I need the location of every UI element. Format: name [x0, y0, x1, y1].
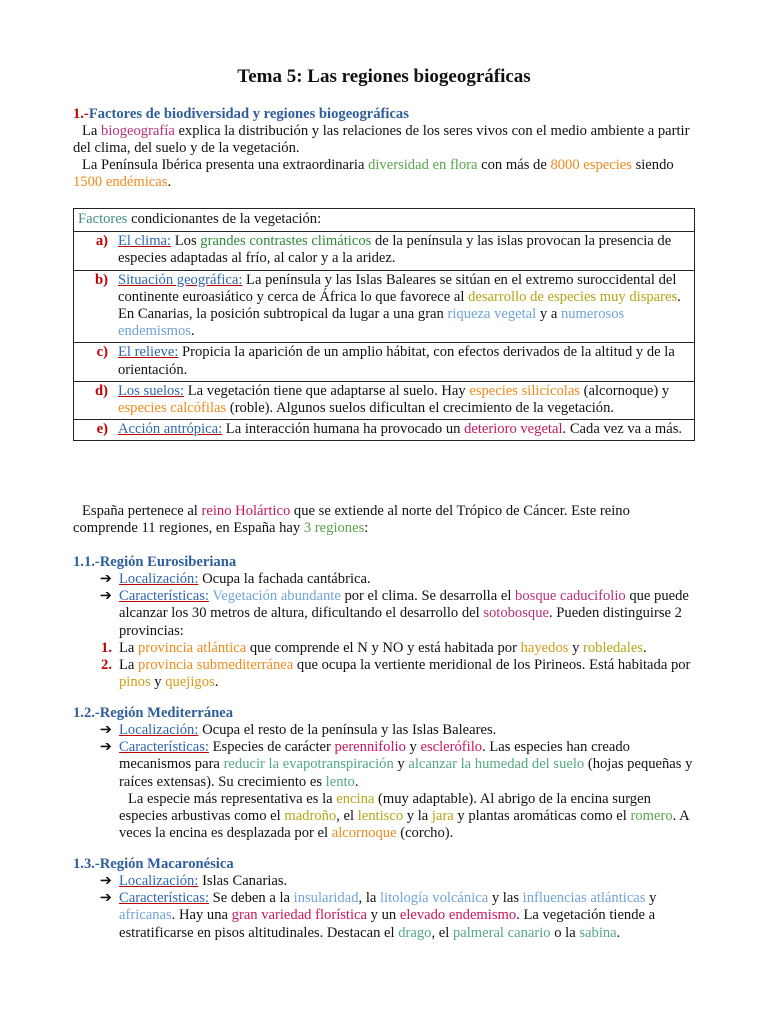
kingdom-paragraph: España pertenece al reino Holártico que se extiende al norte del Trópico de Cáncer. Este reino comprende 11 regiones, en España hay 3 regiones:	[73, 503, 630, 537]
table-row-soils: d) Los suelos: La vegetación tiene que adaptarse al suelo. Hay especies silicícolas (alcornoque) y especies calcófilas (roble). Algunos suelos dificultan el crecimiento de la vegetación.	[74, 381, 695, 419]
mediterranean-list	[73, 722, 695, 842]
table-row-relief: c) El relieve: Propicia la aparición de un amplio hábitat, con efectos derivados de la altitud y de la orientación.	[74, 343, 695, 381]
factors-table	[73, 208, 695, 441]
arrow-icon: ➔	[99, 739, 112, 756]
arrow-icon: ➔	[99, 571, 112, 587]
table-row-climate: a) El clima: Los grandes contrastes climáticos de la península y las islas provocan la presencia de especies adaptadas al frío, al calor y a la aridez.	[74, 232, 695, 270]
arrow-icon: ➔	[99, 873, 112, 889]
factors-table-header: Factores condicionantes de la vegetación:	[74, 209, 695, 232]
macaronesian-heading: 1.3.-Región Macaronésica	[73, 856, 234, 872]
list-item: 1. La provincia atlántica que comprende el N y NO y está habitada por hayedos y robledales.	[101, 639, 647, 656]
list-item: ➔ Localización: Ocupa el resto de la península y las Islas Baleares.	[73, 722, 695, 739]
eurosiberian-heading: 1.1.-Región Eurosiberiana	[73, 554, 237, 570]
list-item: ➔ Localización: Ocupa la fachada cantábrica.	[73, 571, 695, 588]
table-row-geography: b) Situación geográfica: La península y las Islas Baleares se sitúan en el extremo suroccidental del continente euroasiático y cerca de África lo que favorece al desarrollo de especies muy dispares. En Canarias, la posición subtropical da lugar a una gran riqueza vegetal y a numerosos endemismos.	[74, 270, 695, 343]
list-item: ➔ Características: Especies de carácter perennifolio y esclerófilo. Las especies han creado mecanismos para reducir la evapotranspiración y alcanzar la humedad del suelo (hojas pequeñas y raíces extensas). Su crecimiento es lento.	[73, 739, 695, 791]
list-item: ➔ Localización: Islas Canarias.	[73, 873, 695, 890]
mediterranean-heading: 1.2.-Región Mediterránea	[73, 705, 234, 721]
eurosiberian-list	[73, 571, 695, 691]
macaronesian-list	[73, 873, 695, 942]
list-item: ➔ Características: Vegetación abundante por el clima. Se desarrolla el bosque caducifolio que puede alcanzar los 30 metros de altura, dificultando el desarrollo del sotobosque. Pueden distinguirse 2 provincias:	[73, 588, 695, 640]
section-1-paragraph-1: La biogeografía explica la distribución y las relaciones de los seres vivos con el medio ambiente a partir del clima, del suelo y de la vegetación.	[73, 123, 690, 157]
arrow-icon: ➔	[99, 722, 112, 738]
page-title: Tema 5: Las regiones biogeográficas	[237, 66, 531, 87]
section-1-heading: 1.-Factores de biodiversidad y regiones biogeográficas	[73, 106, 409, 122]
arrow-icon: ➔	[99, 588, 112, 605]
arrow-icon: ➔	[99, 890, 112, 907]
table-row-anthropic: e) Acción antrópica: La interacción humana ha provocado un deterioro vegetal. Cada vez va a más.	[74, 420, 695, 441]
section-1-paragraph-2: La Península Ibérica presenta una extraordinaria diversidad en flora con más de 8000 especies siendo 1500 endémicas.	[73, 157, 674, 191]
list-item: 2. La provincia submediterránea que ocupa la vertiente meridional de los Pirineos. Está habitada por pinos y quejigos.	[101, 657, 691, 691]
list-item: ➔ Características: Se deben a la insularidad, la litología volcánica y las influencias atlánticas y africanas. Hay una gran variedad florística y un elevado endemismo. La vegetación tiende a estratificarse en pisos altitudinales. Destacan el drago, el palmeral canario o la sabina.	[73, 890, 695, 942]
list-item: La especie más representativa es la encina (muy adaptable). Al abrigo de la encina surgen especies arbustivas como el madroño, el lentisco y la jara y plantas aromáticas como el romero. A veces la encina es desplazada por el alcornoque (corcho).	[119, 790, 689, 842]
